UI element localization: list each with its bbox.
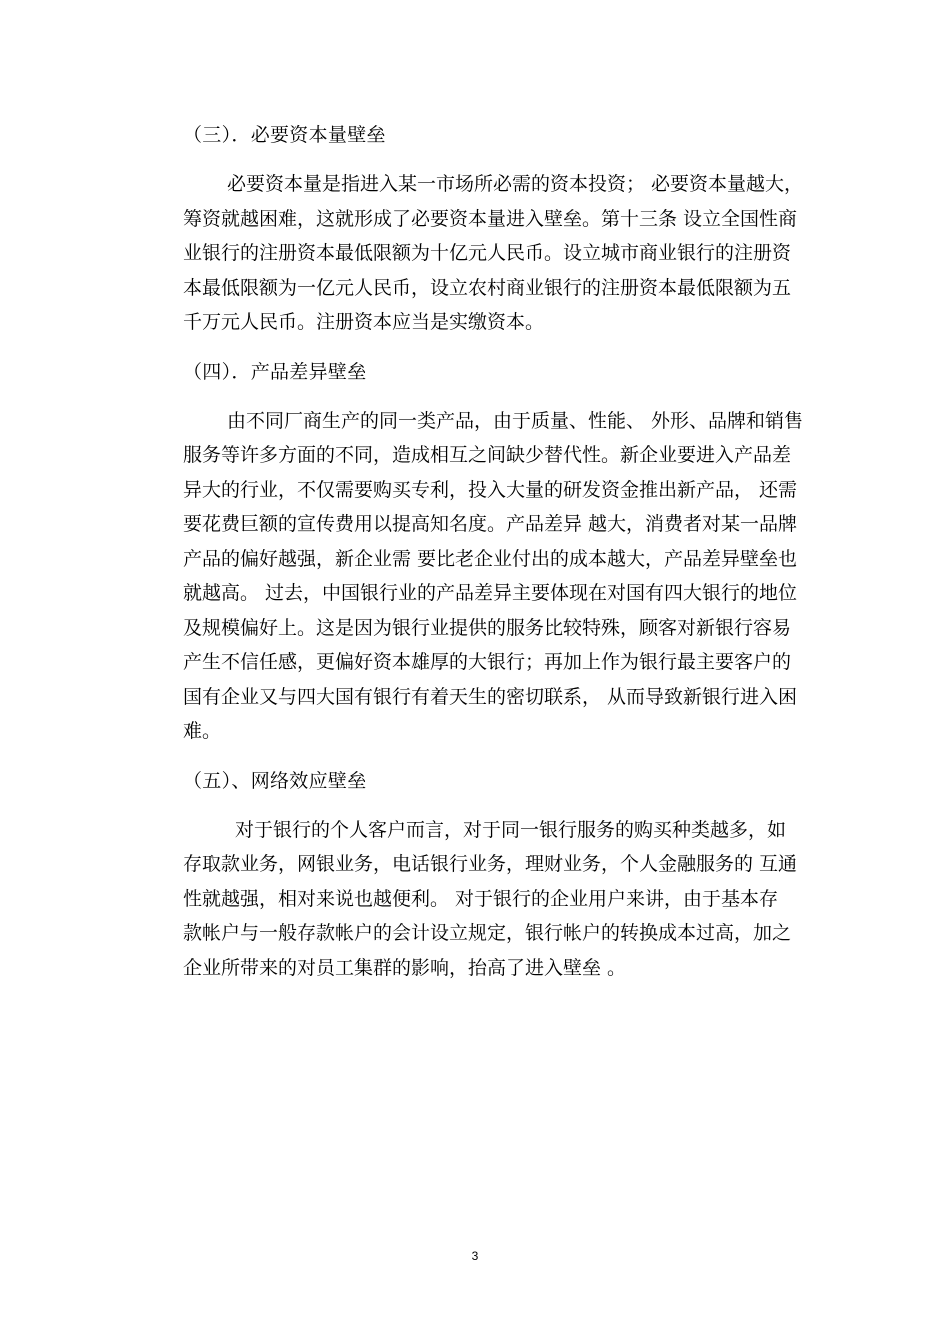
- paragraph-line: 对于银行的个人客户而言，对于同一银行服务的购买种类越多，如: [235, 818, 787, 841]
- paragraph-line: 就越高。 过去，中国银行业的产品差异主要体现在对国有四大银行的地位: [183, 582, 798, 604]
- paragraph-line: 必要资本量是指进入某一市场所必需的资本投资； 必要资本量越大，: [227, 173, 804, 195]
- section-heading-5: （五）、网络效应壁垒: [183, 769, 367, 792]
- section-heading-3: （三）．必要资本量壁垒: [183, 124, 386, 146]
- paragraph-line: 异大的行业，不仅需要购买专利，投入大量的研发资金推出新产品， 还需: [183, 478, 798, 501]
- paragraph-line: 千万元人民币。注册资本应当是实缴资本。: [183, 311, 545, 333]
- page-number: 3: [471, 1249, 479, 1263]
- section-paragraph-3: [183, 167, 805, 340]
- paragraph-line: 业银行的注册资本最低限额为十亿元人民币。设立城市商业银行的注册资: [183, 242, 792, 264]
- paragraph-line: 由不同厂商生产的同一类产品，由于质量、性能、 外形、品牌和销售: [227, 409, 804, 432]
- paragraph-line: 国有企业又与四大国有银行有着天生的密切联系， 从而导致新银行进入困: [183, 685, 798, 708]
- section-paragraph-5: [183, 813, 805, 986]
- section-paragraph-4: [183, 404, 805, 749]
- paragraph-line: 及规模偏好上。这是因为银行业提供的服务比较特殊，顾客对新银行容易: [183, 616, 792, 639]
- section-heading-4: （四）．产品差异壁垒: [183, 360, 367, 383]
- paragraph-line: 性就越强，相对来说也越便利。 对于银行的企业用户来讲，由于基本存: [183, 887, 779, 910]
- paragraph-line: 要花费巨额的宣传费用以提高知名度。产品差异 越大，消费者对某一品牌: [183, 513, 798, 535]
- paragraph-line: 筹资就越困难，这就形成了必要资本量进入壁垒。第十三条 设立全国性商: [183, 207, 798, 230]
- paragraph-line: 产生不信任感，更偏好资本雄厚的大银行；再加上作为银行最主要客户的: [183, 651, 792, 673]
- paragraph-line: 难。: [183, 720, 222, 742]
- paragraph-line: 本最低限额为一亿元人民币，设立农村商业银行的注册资本最低限额为五: [183, 276, 792, 299]
- paragraph-line: 存取款业务，网银业务，电话银行业务，理财业务，个人金融服务的 互通: [183, 853, 798, 875]
- document-body: [183, 118, 805, 1000]
- paragraph-line: 产品的偏好越强，新企业需 要比老企业付出的成本越大，产品差异壁垒也: [183, 547, 798, 570]
- paragraph-line: 企业所带来的对员工集群的影响，抬高了进入壁垒 。: [183, 956, 627, 979]
- paragraph-line: 款帐户与一般存款帐户的会计设立规定，银行帐户的转换成本过高，加之: [183, 922, 792, 944]
- paragraph-line: 服务等许多方面的不同，造成相互之间缺少替代性。新企业要进入产品差: [183, 444, 792, 466]
